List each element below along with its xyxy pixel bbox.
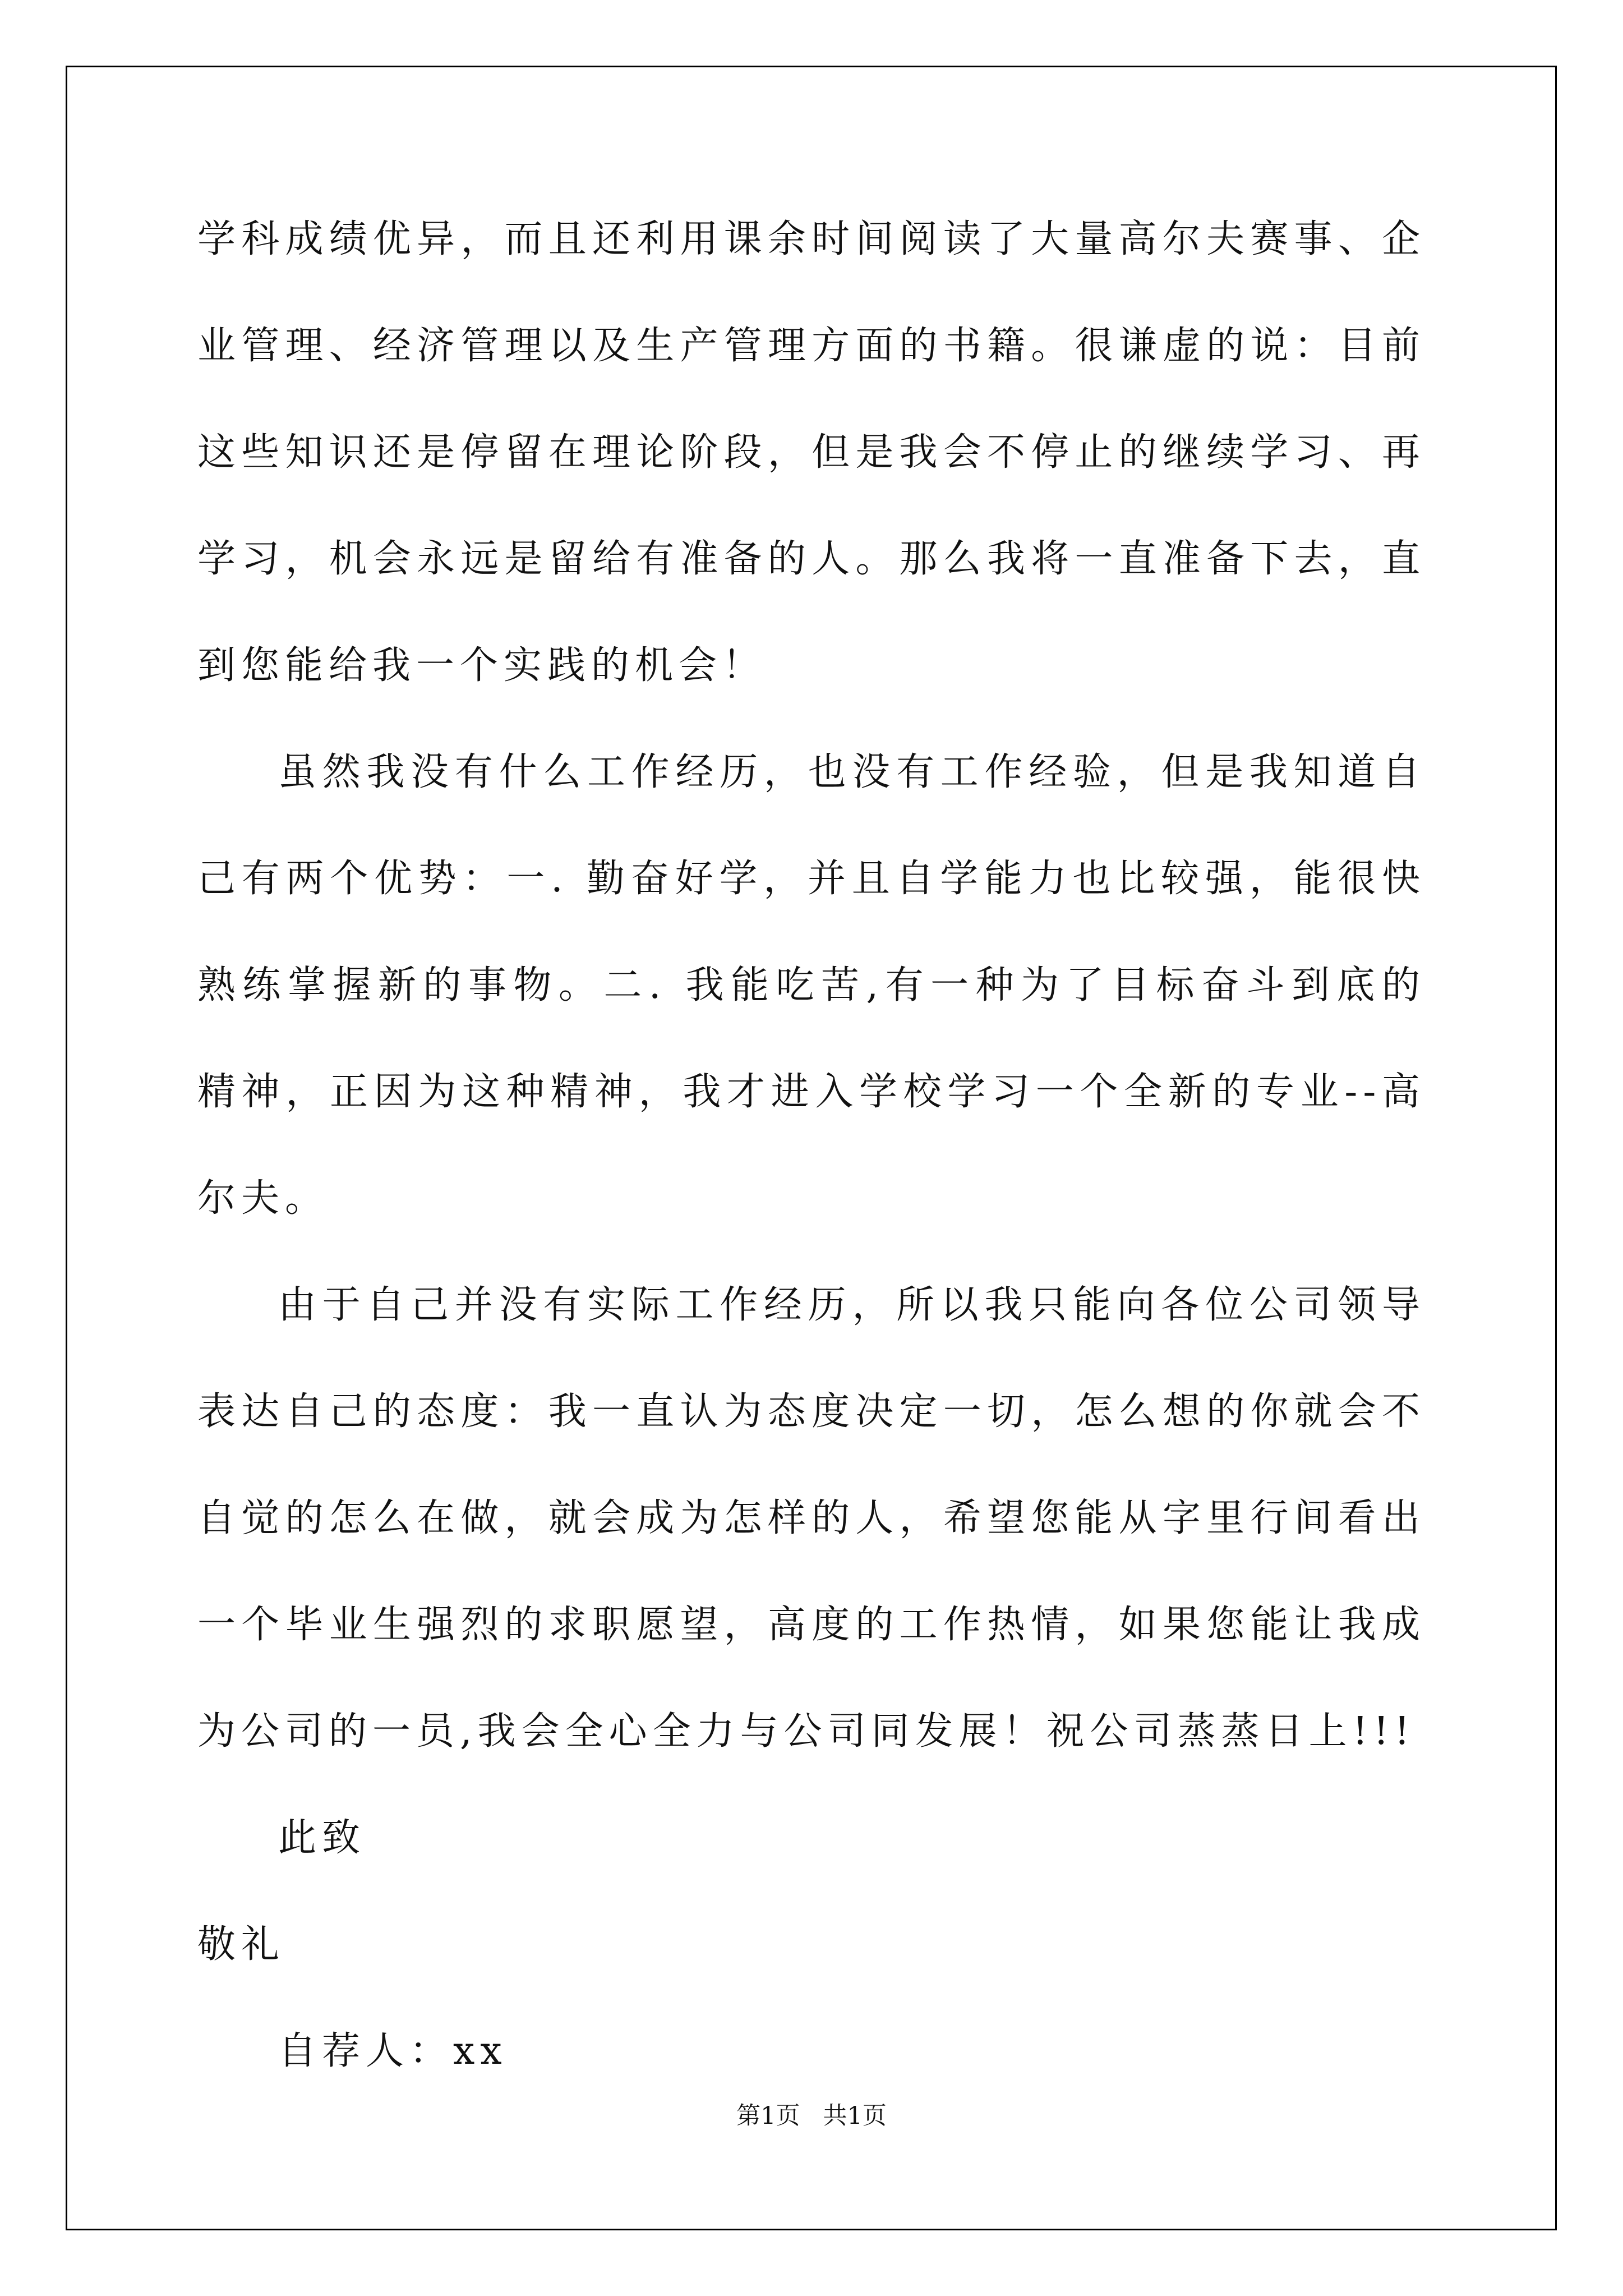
closing-regards: 敬礼 [197,1922,285,1967]
paragraph-strengths: 虽然我没有什么工作经历，也没有工作经验，但是我知道自己有两个优势：一. 勤奋好学，并且自学能力也比较强，能很快熟练掌握新的事物。二. 我能吃苦,有一种为了目标奋斗到底的精神，正因为这种精神，我才进入学校学习一个全新的专业--高尔夫。 [197,750,1426,1221]
signature: 自荐人：xx [278,2029,508,2073]
closing-salutation: 此致 [278,1816,366,1860]
paragraph-continuation: 学科成绩优异，而且还利用课余时间阅读了大量高尔夫赛事、企业管理、经济管理以及生产管理方面的书籍。很谦虚的说：目前这些知识还是停留在理论阶段，但是我会不停止的继续学习、再学习，机会永远是留给有准备的人。那么我将一直准备下去，直到您能给我一个实践的机会！ [197,217,1426,688]
paragraph-attitude: 由于自己并没有实际工作经历，所以我只能向各位公司领导表达自己的态度：我一直认为态度决定一切，怎么想的你就会不自觉的怎么在做，就会成为怎样的人，希望您能从字里行间看出一个毕业生强烈的求职愿望，高度的工作热情，如果您能让我成为公司的一员,我会全心全力与公司同发展！祝公司蒸蒸日上!!! [197,1283,1426,1754]
document-body [197,186,1426,2105]
page-number-footer: 第1页 共1页 [736,2102,887,2130]
